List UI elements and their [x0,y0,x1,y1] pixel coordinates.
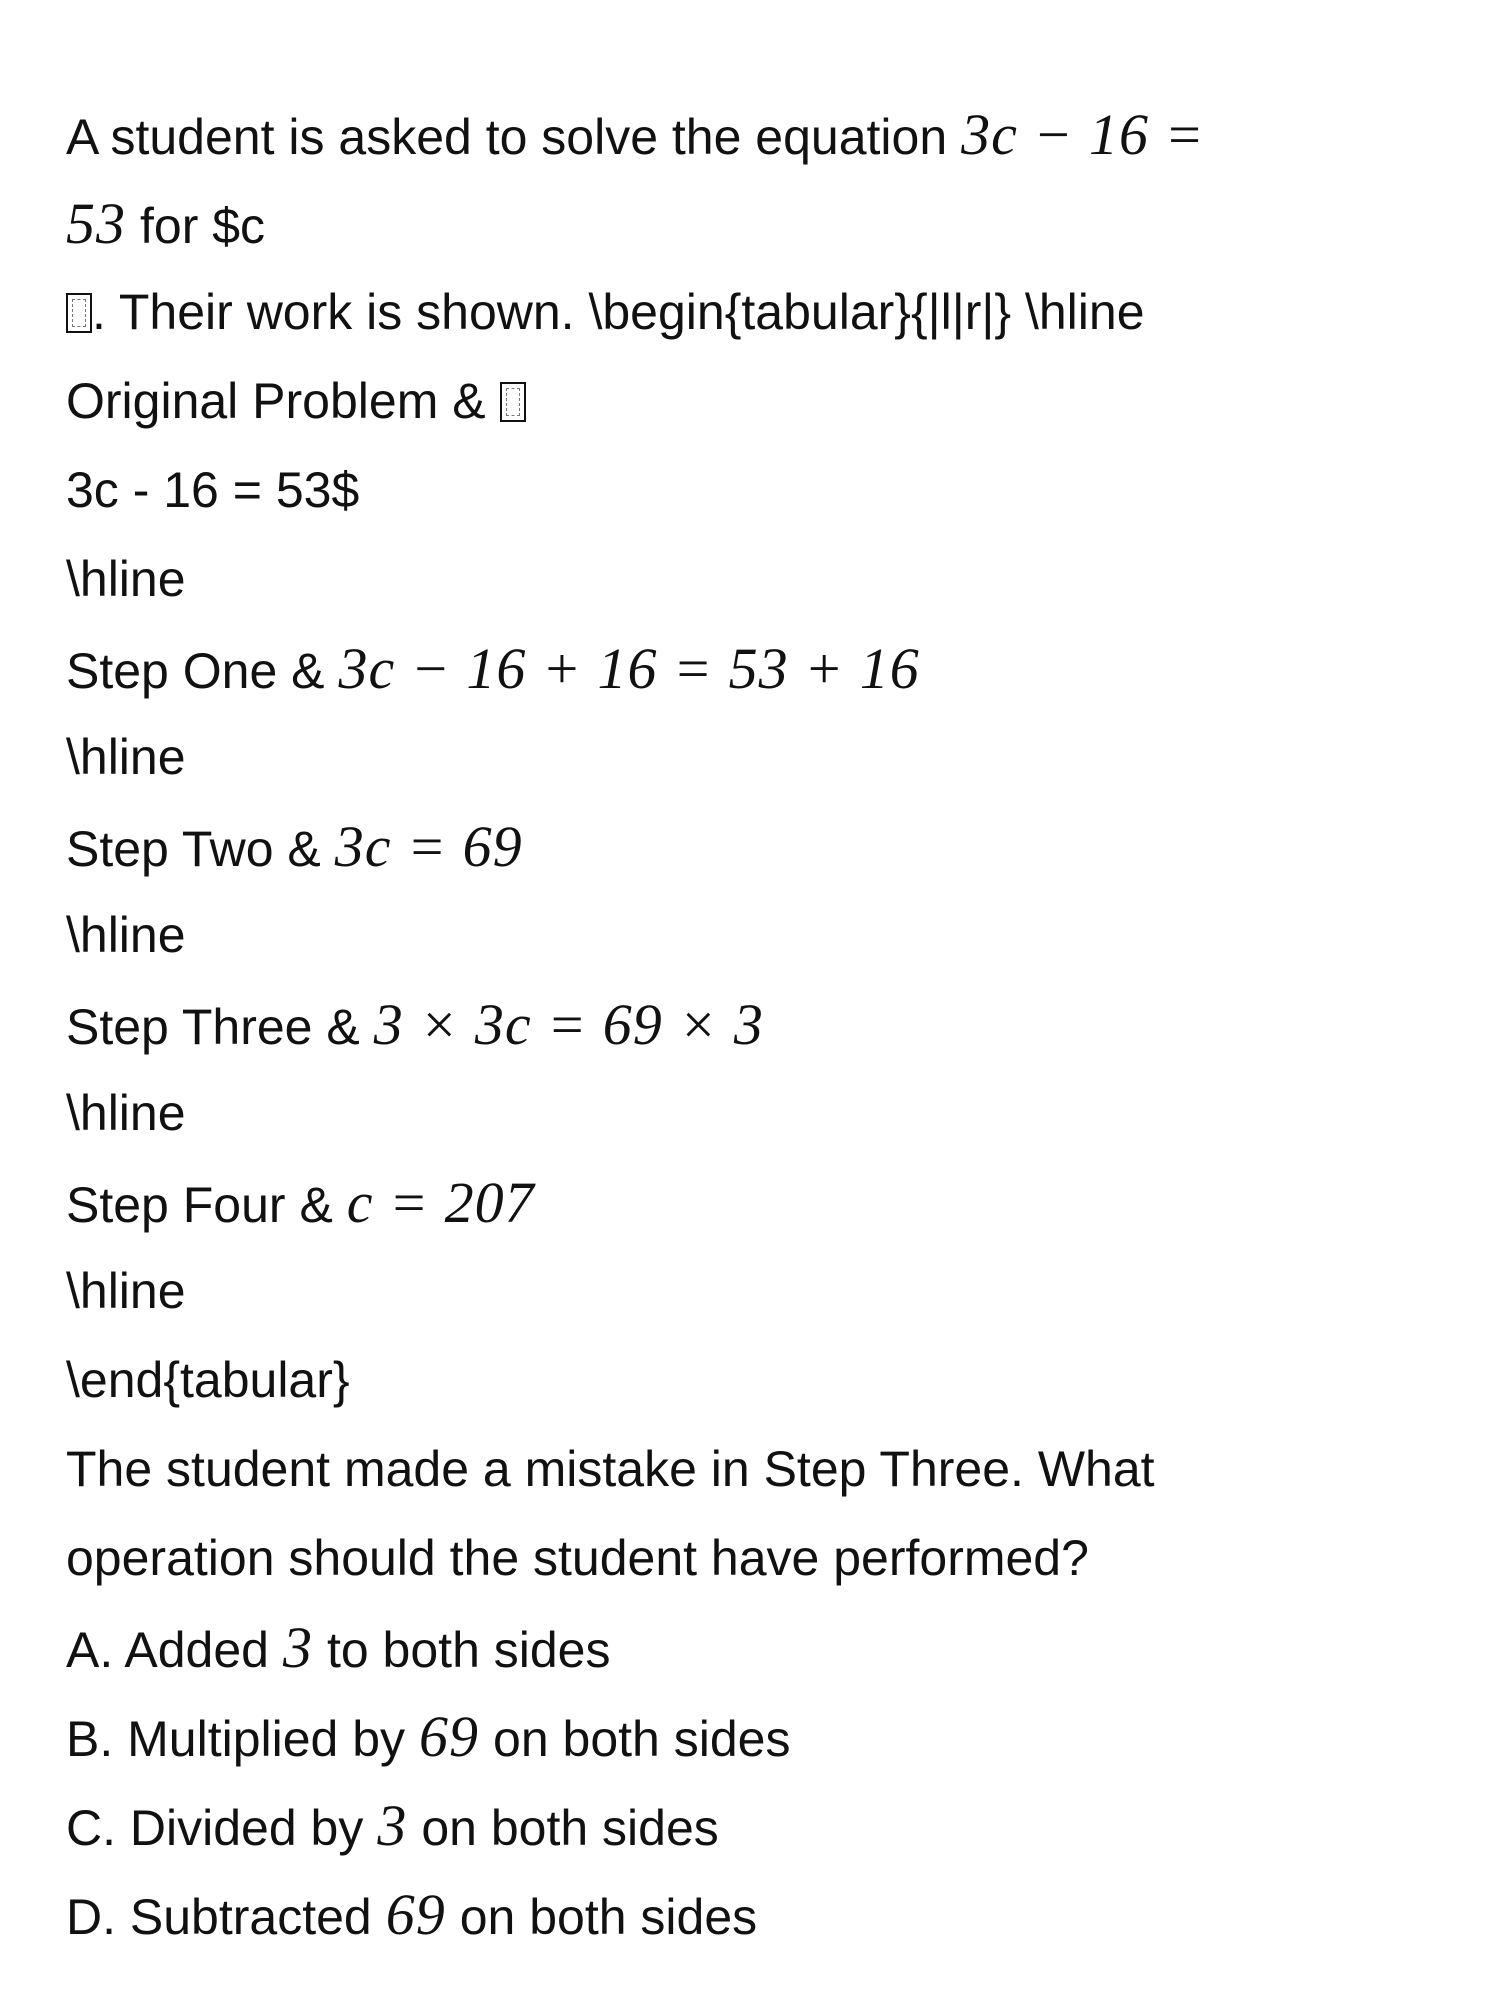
hline-text: \hline [66,1263,186,1319]
hline-text: \hline [66,729,186,785]
step-one-line [66,624,1456,713]
option-math: 3 [282,1615,313,1680]
equation-part-1: 3c − 16 = [961,102,1205,167]
option-text: C. Divided by [66,1800,364,1856]
option-text: on both sides [459,1889,758,1945]
step-four-label: Step Four & [66,1177,333,1233]
question-text: A student is asked to solve the equation [66,109,948,165]
original-problem-line [66,446,1456,535]
question-line-3 [66,268,1456,357]
prompt-line-2: operation should the student have performed? [66,1530,1089,1586]
step-three-equation: 3 × 3c = 69 × 3 [373,992,764,1057]
question-line-2 [66,179,1456,268]
answer-option-b[interactable] [66,1692,1456,1781]
option-math: 69 [419,1704,480,1769]
option-text: to both sides [326,1622,611,1678]
option-text: on both sides [421,1800,719,1856]
missing-glyph-icon [66,293,92,333]
option-text: A. Added [66,1622,269,1678]
question-text: for $c [140,198,266,254]
step-one-label: Step One & [66,643,325,699]
step-four-equation: c = 207 [346,1170,535,1235]
option-math: 69 [385,1882,446,1947]
answer-option-c[interactable] [66,1781,1456,1870]
original-problem-label: Original Problem & [66,373,486,429]
hline-text: \hline [66,1085,186,1141]
table-header-line [66,357,1456,446]
answer-option-d[interactable] [66,1870,1456,1959]
step-two-label: Step Two & [66,821,321,877]
option-text: on both sides [493,1711,791,1767]
hline-text: \hline [66,551,186,607]
question-text: . Their work is shown. \begin{tabular}{|l|r|} \hline [92,284,1145,340]
original-problem-equation: 3c - 16 = 53$ [66,462,360,518]
question-document [66,90,1456,1959]
step-three-label: Step Three & [66,999,360,1055]
equation-part-2: 53 [66,191,126,256]
hline-text: \hline [66,907,186,963]
step-three-line [66,980,1456,1069]
option-text: D. Subtracted [66,1889,372,1945]
step-two-equation: 3c = 69 [334,814,523,879]
answer-option-a[interactable] [66,1603,1456,1692]
step-two-line [66,802,1456,891]
step-one-equation: 3c − 16 + 16 = 53 + 16 [338,636,920,701]
question-line-1 [66,90,1456,179]
prompt-line-1: The student made a mistake in Step Three. What [66,1441,1155,1497]
option-text: B. Multiplied by [66,1711,406,1767]
end-tabular-text: \end{tabular} [66,1352,350,1408]
step-four-line [66,1158,1456,1247]
option-math: 3 [377,1793,408,1858]
missing-glyph-icon [500,382,526,422]
